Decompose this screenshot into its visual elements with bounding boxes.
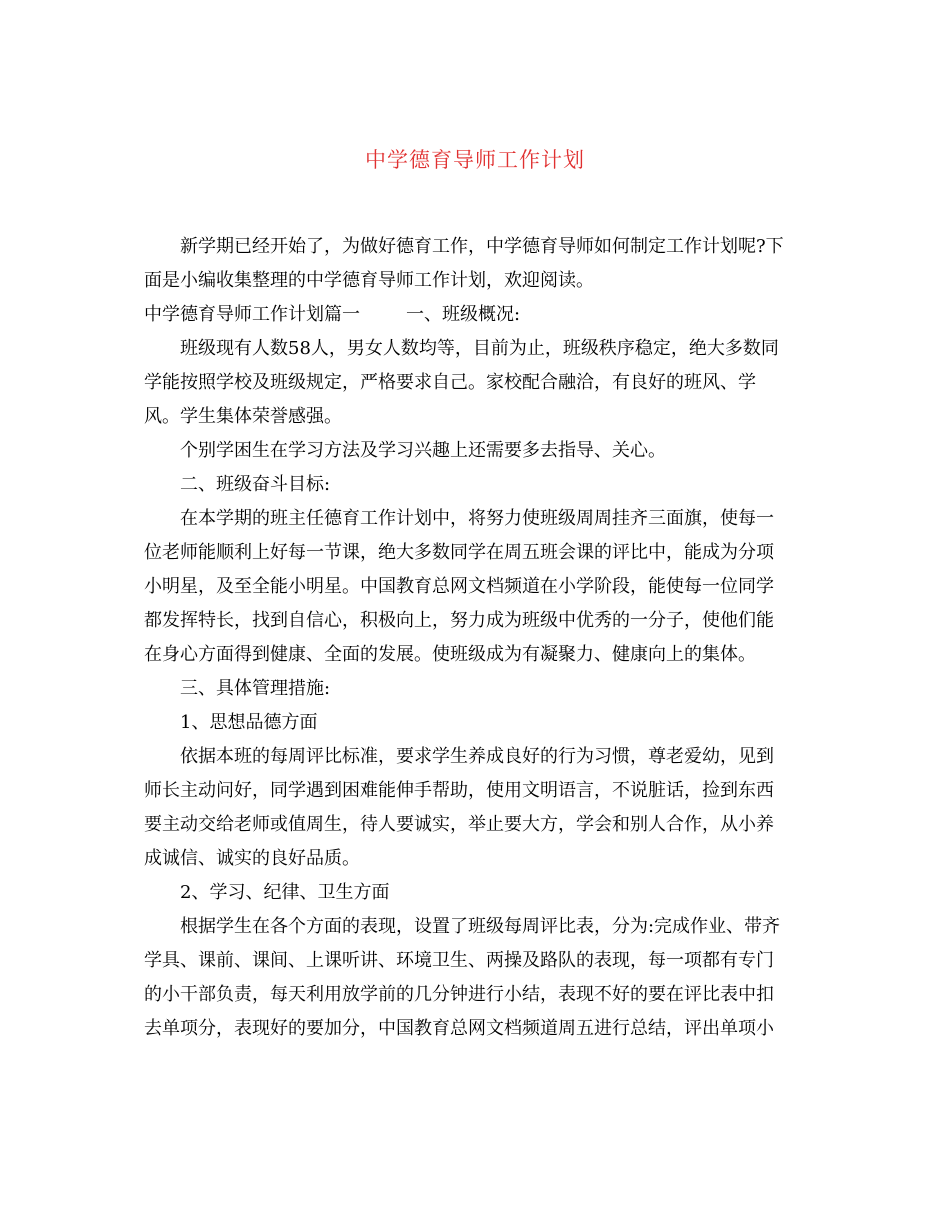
paragraph-line: 学具、课前、课间、上课听讲、环境卫生、两操及路队的表现，每一项都有专门: [144, 950, 774, 971]
paragraph-line: 师长主动问好，同学遇到困难能伸手帮助，使用文明语言，不说脏话，捡到东西: [144, 780, 774, 801]
paragraph-line: 班级现有人数58人，男女人数均等，目前为止，班级秩序稳定，绝大多数同: [180, 338, 779, 359]
paragraph-line: 位老师能顺利上好每一节课，绝大多数同学在周五班会课的评比中，能成为分项: [144, 542, 774, 563]
paragraph-line: 要主动交给老师或值周生，待人要诚实，举止要大方，学会和别人合作，从小养: [144, 814, 774, 835]
paragraph-line: 去单项分，表现好的要加分，中国教育总网文档频道周五进行总结，评出单项小: [144, 1018, 774, 1039]
subheading-moral: 1、思想品德方面: [180, 712, 318, 733]
intro-line: 面是小编收集整理的中学德育导师工作计划，欢迎阅读。: [144, 270, 594, 291]
section-title: 中学德育导师工作计划篇一: [144, 304, 360, 325]
document-body: [144, 230, 804, 1046]
paragraph-line: 根据学生在各个方面的表现，设置了班级每周评比表，分为:完成作业、带齐: [180, 916, 781, 937]
paragraph-line: 风。学生集体荣誉感强。: [144, 406, 342, 427]
paragraph-line: 依据本班的每周评比标准，要求学生养成良好的行为习惯，尊老爱幼，见到: [180, 746, 774, 767]
paragraph-line: 成诚信、诚实的良好品质。: [144, 848, 360, 869]
paragraph-line: 小明星，及至全能小明星。中国教育总网文档频道在小学阶段，能使每一位同学: [144, 576, 774, 597]
paragraph-line: 都发挥特长，找到自信心，积极向上，努力成为班级中优秀的一分子，使他们能: [144, 610, 774, 631]
subheading-study-discipline: 2、学习、纪律、卫生方面: [180, 882, 390, 903]
paragraph-line: 个别学困生在学习方法及学习兴趣上还需要多去指导、关心。: [180, 440, 666, 461]
section-heading-row: [144, 298, 804, 332]
document-title: 中学德育导师工作计划: [365, 148, 585, 172]
heading-class-goals: 二、班级奋斗目标:: [180, 474, 331, 495]
paragraph-line: 在身心方面得到健康、全面的发展。使班级成为有凝聚力、健康向上的集体。: [144, 644, 756, 665]
paragraph-line: 学能按照学校及班级规定，严格要求自己。家校配合融洽，有良好的班风、学: [144, 372, 756, 393]
heading-management-measures: 三、具体管理措施:: [180, 678, 331, 699]
heading-class-overview: 一、班级概况:: [406, 304, 521, 325]
intro-line: 新学期已经开始了，为做好德育工作，中学德育导师如何制定工作计划呢?下: [180, 236, 784, 257]
paragraph-line: 的小干部负责，每天利用放学前的几分钟进行小结，表现不好的要在评比表中扣: [144, 984, 774, 1005]
paragraph-line: 在本学期的班主任德育工作计划中，将努力使班级周周挂齐三面旗，使每一: [180, 508, 774, 529]
